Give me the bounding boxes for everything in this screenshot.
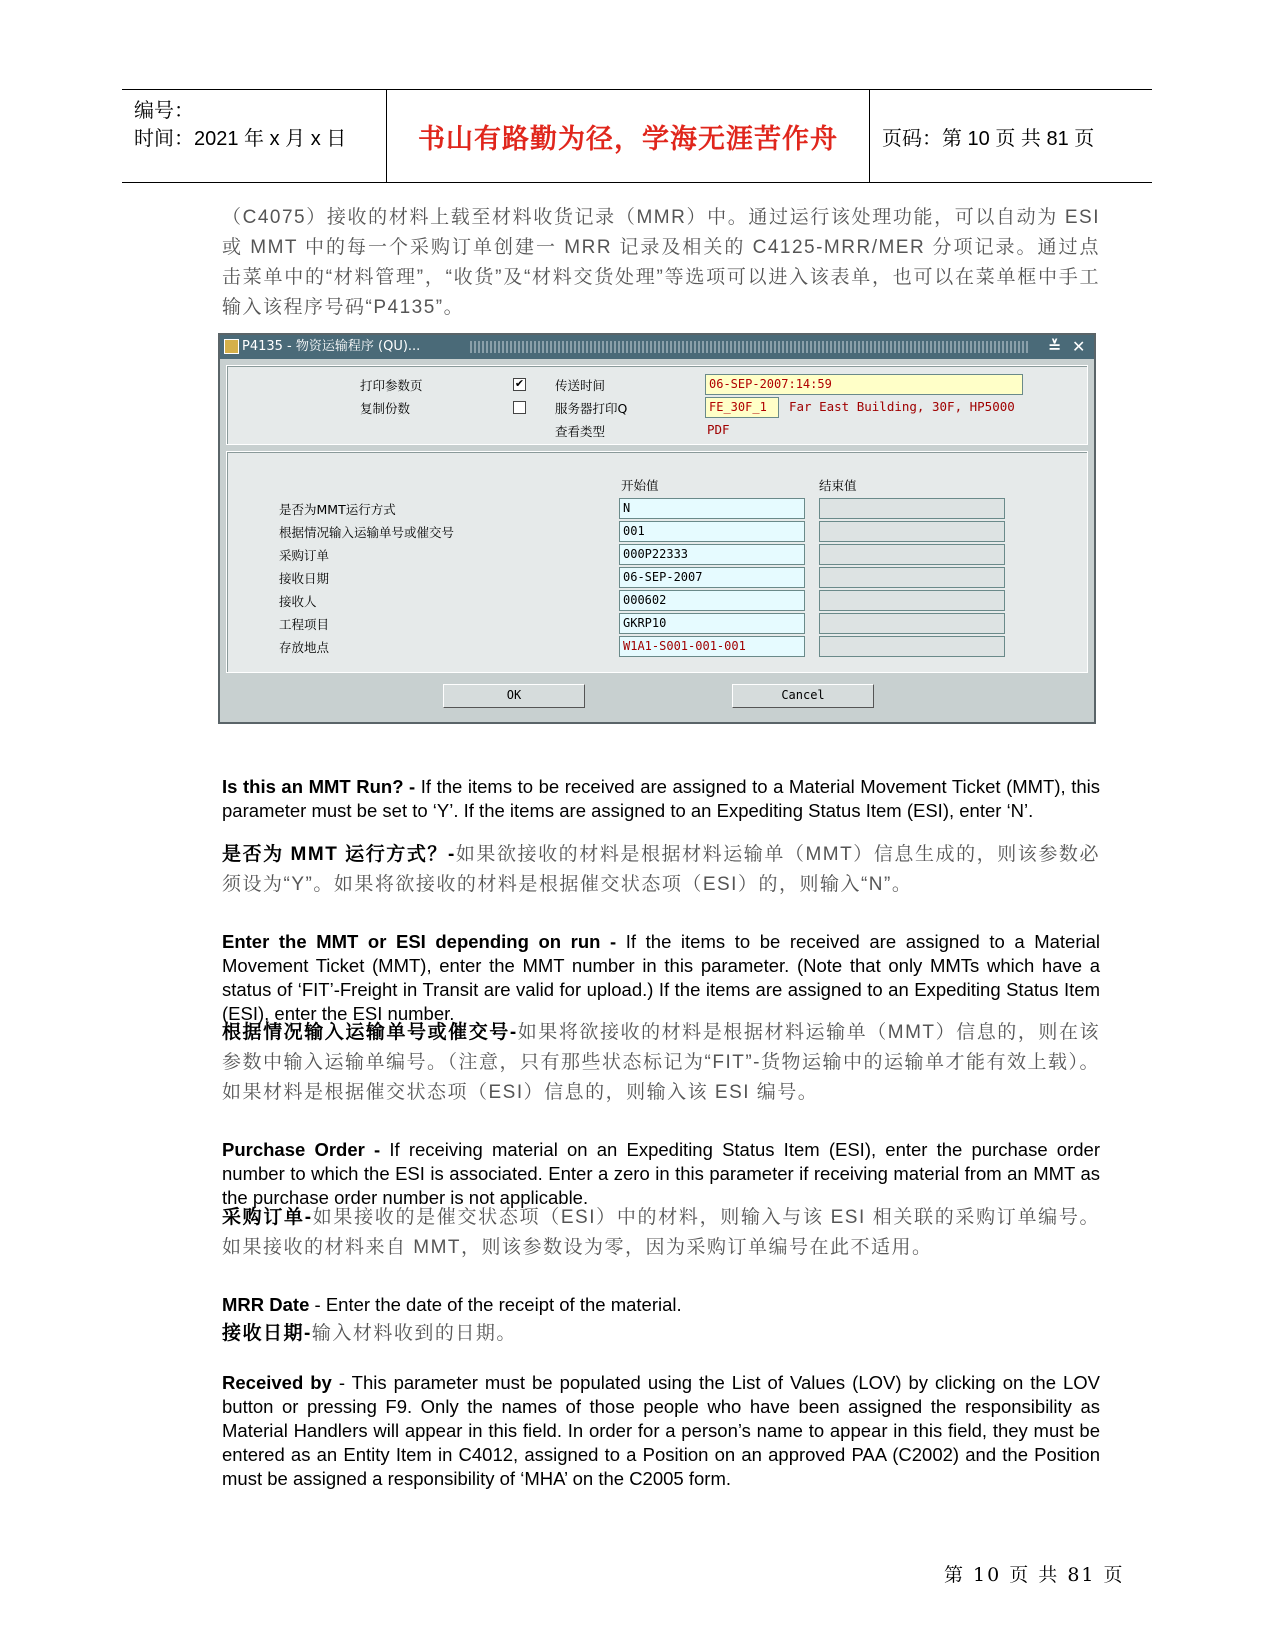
term-description: - Enter the date of the receipt of the material. <box>309 1294 682 1315</box>
param-end-field[interactable] <box>819 590 1005 611</box>
term-description: If the items to be received are assigned to a Material Movement Ticket (MMT), this parameter must be set to ‘Y’. If the items are assigned to an Expediting Status Item (ESI), enter ‘N’. <box>222 776 1100 821</box>
app-icon <box>224 339 239 354</box>
param-label: 采购订单 <box>279 548 330 563</box>
header-meta-cell <box>122 90 387 182</box>
param-end-field[interactable] <box>819 613 1005 634</box>
param-end-field[interactable] <box>819 544 1005 565</box>
param-end-field[interactable] <box>819 521 1005 542</box>
print-params-label: 打印参数页 <box>360 378 423 393</box>
section-mmt-run-zh <box>222 840 1100 900</box>
param-label: 存放地点 <box>279 640 330 655</box>
term-heading: 是否为 MMT 运行方式？- <box>222 844 456 865</box>
term-description: 如果欲接收的材料是根据材料运输单（MMT）信息生成的，则该参数必须设为“Y”。如果将欲接收的材料是根据催交状态项（ESI）的，则输入“N”。 <box>222 844 1100 895</box>
param-end-field[interactable] <box>819 636 1005 657</box>
motto: 书山有路勤为径，学海无涯苦作舟 <box>418 123 838 155</box>
time-label: 时间：2021 年 x 月 x 日 <box>134 128 347 150</box>
term-heading: MRR Date <box>222 1294 310 1315</box>
dialog-title: P4135 - 物资运输程序 (QU)... <box>242 339 421 354</box>
section-received-by-en <box>222 1371 1100 1491</box>
param-label: 接收日期 <box>279 571 330 586</box>
page-header <box>122 89 1152 183</box>
send-time-field[interactable]: 06-SEP-2007:14:59 <box>705 374 1023 395</box>
header-page-cell <box>870 90 1152 182</box>
param-end-field[interactable] <box>819 567 1005 588</box>
section-mmt-run-en <box>222 775 1100 823</box>
term-description: If receiving material on an Expediting Status Item (ESI), enter the purchase order number to which the ESI is associated. Enter a zero in this parameter if receiving material from an MMT as the purchase order number is not applicable. <box>222 1139 1100 1208</box>
param-start-field[interactable]: 000P22333 <box>619 544 805 565</box>
printer-field[interactable]: FE_30F_1 <box>705 397 779 418</box>
printer-description: Far East Building, 30F, HP5000 <box>789 399 1015 414</box>
ok-button[interactable]: OK <box>443 684 585 708</box>
param-start-field[interactable]: N <box>619 498 805 519</box>
send-time-label: 传送时间 <box>555 378 606 393</box>
start-value-header: 开始值 <box>621 478 659 493</box>
term-heading: 接收日期- <box>222 1323 312 1344</box>
cancel-button[interactable]: Cancel <box>732 684 874 708</box>
term-heading: Purchase Order - <box>222 1139 381 1160</box>
param-label: 根据情况输入运输单号或催交号 <box>279 525 455 540</box>
section-mrr-date-en <box>222 1293 1100 1317</box>
print-params-checkbox[interactable]: ✔ <box>514 378 525 390</box>
term-heading: 采购订单- <box>222 1207 313 1228</box>
param-end-field[interactable] <box>819 498 1005 519</box>
section-mmt-esi-en <box>222 930 1100 1026</box>
param-start-field[interactable]: 000602 <box>619 590 805 611</box>
term-heading: Received by <box>222 1372 332 1393</box>
print-options-panel <box>226 365 1088 445</box>
printer-label: 服务器打印Q <box>555 401 628 416</box>
term-description: 如果接收的是催交状态项（ESI）中的材料，则输入与该 ESI 相关联的采购订单编号。如果接收的材料来自 MMT，则该参数设为零，因为采购订单编号在此不适用。 <box>222 1207 1100 1258</box>
intro-paragraph: （C4075）接收的材料上载至材料收货记录（MMR）中。通过运行该处理功能，可以自动为 ESI 或 MMT 中的每一个采购订单创建一 MRR 记录及相关的 C4125-MRR/MER 分项记录。通过点击菜单中的“材料管理”，“收货”及“材料交货处理”等选项可以进入该表单，也可以在菜单框中手工输入该程序号码“P4135”。 <box>222 207 1100 318</box>
header-motto-cell <box>387 90 870 182</box>
section-mmt-esi-zh <box>222 1018 1100 1108</box>
section-purchase-order-en <box>222 1138 1100 1210</box>
parameters-panel <box>226 451 1088 673</box>
view-type-label: 查看类型 <box>555 424 606 439</box>
titlebar-texture <box>470 341 1030 353</box>
param-start-field[interactable]: W1A1-S001-001-001 <box>619 636 805 657</box>
term-description: If the items to be received are assigned to a Material Movement Ticket (MMT), enter the MMT number in this parameter. (Note that only MMTs which have a status of ‘FIT’-Freight in Transit are valid for upload.) If the items are assigned to an Expediting Status Item (ESI), enter the ESI number. <box>222 931 1101 1024</box>
term-heading: Enter the MMT or ESI depending on run - <box>222 931 617 952</box>
param-label: 是否为MMT运行方式 <box>279 502 396 517</box>
term-heading: 根据情况输入运输单号或催交号- <box>222 1022 518 1043</box>
page-label: 页码：第 10 页 共 81 页 <box>882 127 1095 150</box>
page-footer: 第 10 页 共 81 页 <box>944 1564 1125 1586</box>
view-type-value: PDF <box>707 422 730 437</box>
copies-label: 复制份数 <box>360 401 411 416</box>
param-label: 接收人 <box>279 594 317 609</box>
section-purchase-order-zh <box>222 1203 1100 1263</box>
end-value-header: 结束值 <box>819 478 857 493</box>
close-icon[interactable]: ✕ <box>1072 337 1086 356</box>
p4135-dialog <box>218 333 1096 724</box>
minimize-icon[interactable]: ≚ <box>1048 337 1062 356</box>
term-description: 如果将欲接收的材料是根据材料运输单（MMT）信息的，则在该参数中输入运输单编号。（注意，只有那些状态标记为“FIT”-货物运输中的运输单才能有效上载）。如果材料是根据催交状态项（ESI）信息的，则输入该 ESI 编号。 <box>222 1022 1101 1103</box>
param-start-field[interactable]: 001 <box>619 521 805 542</box>
term-heading: Is this an MMT Run? - <box>222 776 416 797</box>
param-start-field[interactable]: 06-SEP-2007 <box>619 567 805 588</box>
term-description: - This parameter must be populated using the List of Values (LOV) by clicking on the LOV button or pressing F9. Only the names of those people who have been assigned the responsibility as Material Handlers will appear in this field. In order for a person’s name to appear in this field, they must be entered as an Entity Item in C4012, assigned to a Position on an approved PAA (C2002) and the Position must be assigned a responsibility of ‘MHA’ on the C2005 form. <box>222 1372 1100 1489</box>
term-description: 输入材料收到的日期。 <box>311 1323 517 1344</box>
section-mrr-date-zh <box>222 1319 1100 1349</box>
param-label: 工程项目 <box>279 617 330 632</box>
copies-checkbox[interactable] <box>513 401 526 414</box>
dialog-titlebar <box>220 335 1094 359</box>
number-label: 编号： <box>134 100 194 122</box>
param-start-field[interactable]: GKRP10 <box>619 613 805 634</box>
